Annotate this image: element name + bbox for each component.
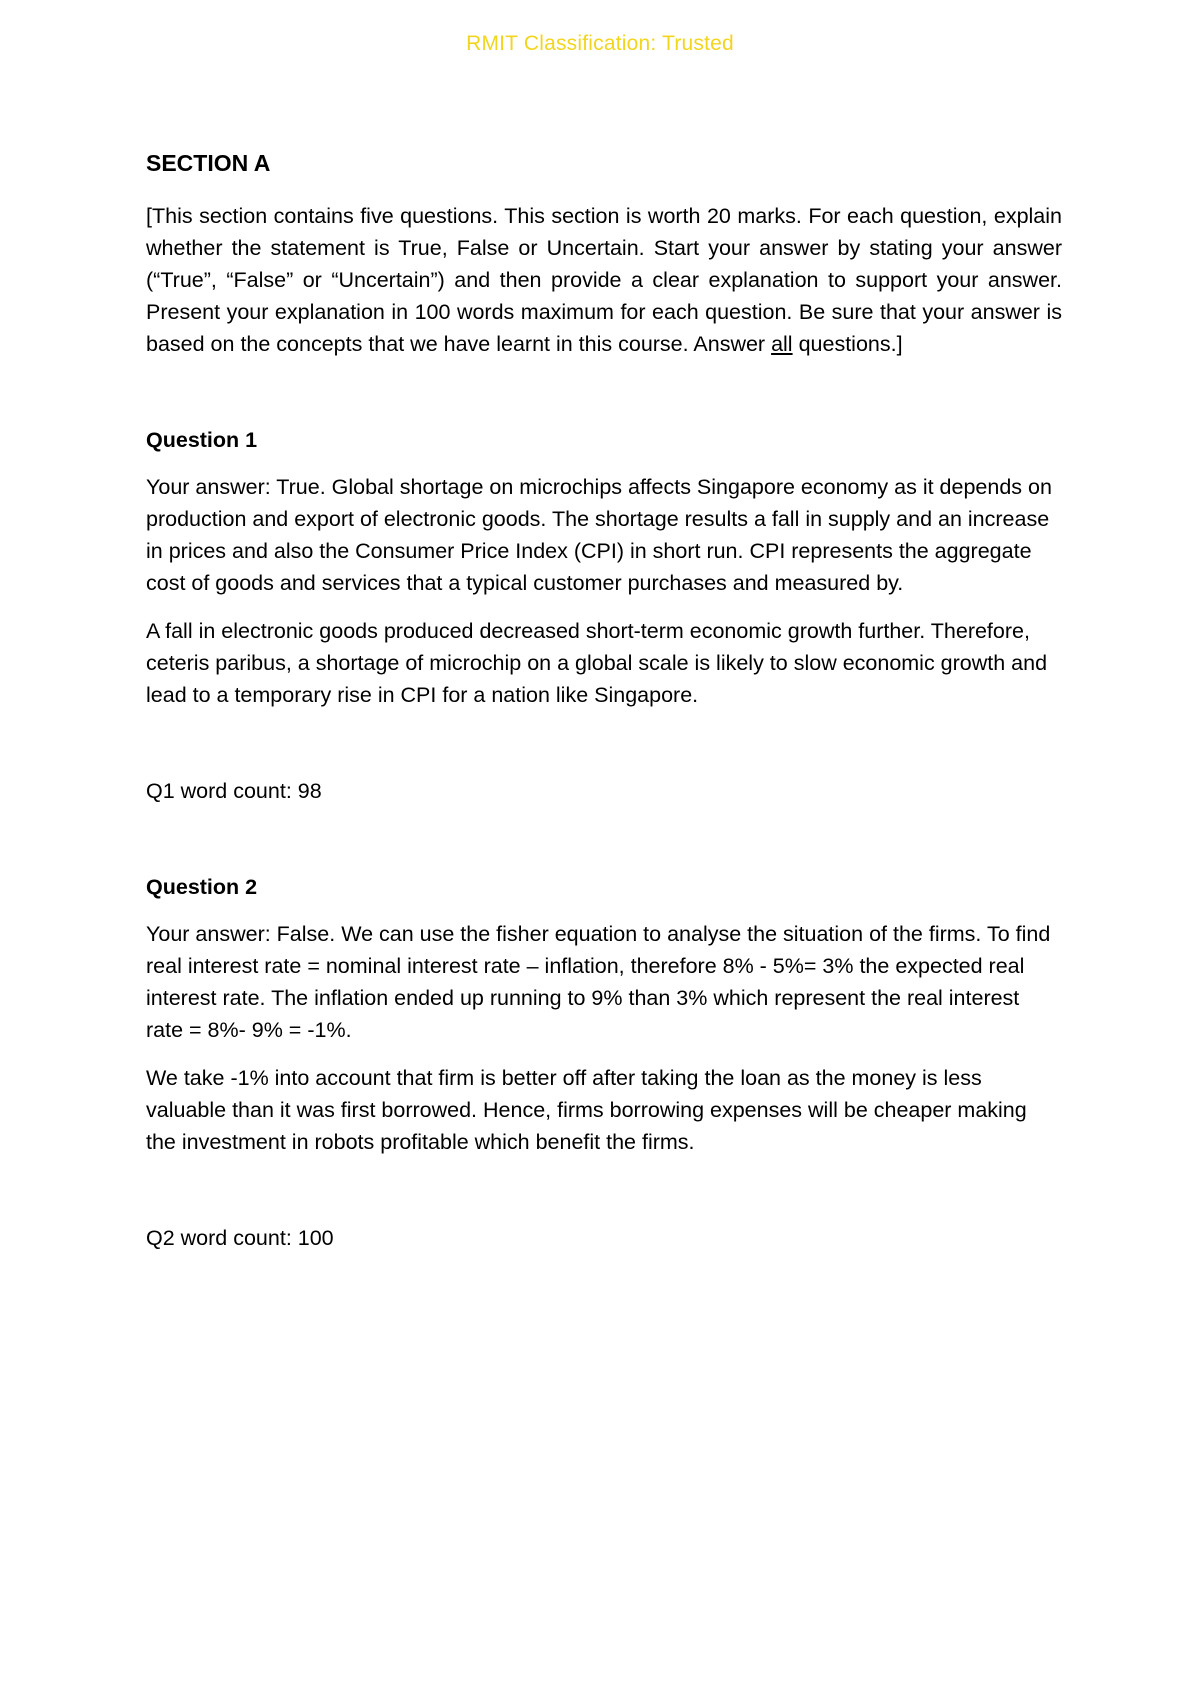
- question-2-paragraph-1: Your answer: False. We can use the fisher equation to analyse the situation of the firms. To find real interest rate = nominal interest rate – inflation, therefore 8% - 5%= 3% the expected real interest rate. The inflation ended up running to 9% than 3% which represent the real interest rate = 8%- 9% = -1%.: [146, 922, 1051, 1042]
- question-block-2: [146, 871, 1062, 1254]
- question-block-1: [146, 424, 1062, 807]
- instructions-underlined-word: all: [771, 332, 793, 356]
- instructions-text-start: [This section contains five questions. This section is worth 20 marks. For each question, explain whether the statement is True, False or Uncertain. Start your answer by stating your answer (“True”, “False” or “Uncertain”) and then provide a clear explanation to support your answer. Present your explanation in 100 words maximum for each question. Be sure that your answer is based on the concepts that we have learnt in this course. Answer: [146, 204, 1062, 356]
- question-1-paragraph-2: A fall in electronic goods produced decreased short-term economic growth further. Therefore, ceteris paribus, a shortage of microchip on a global scale is likely to slow economic growth and lead to a temporary rise in CPI for a nation like Singapore.: [146, 619, 1048, 707]
- question-1-paragraph-1: Your answer: True. Global shortage on microchips affects Singapore economy as it depends on production and export of electronic goods. The shortage results a fall in supply and an increase in prices and also the Consumer Price Index (CPI) in short run. CPI represents the aggregate cost of goods and services that a typical customer purchases and measured by.: [146, 475, 1052, 595]
- section-title: SECTION A: [146, 150, 271, 176]
- question-2-paragraph-2: We take -1% into account that firm is better off after taking the loan as the money is less valuable than it was first borrowed. Hence, firms borrowing expenses will be cheaper making the investment in robots profitable which benefit the firms.: [146, 1066, 1027, 1154]
- question-1-word-count: Q1 word count: 98: [146, 779, 322, 803]
- question-2-title: Question 2: [146, 875, 258, 899]
- instructions-text-end: questions.]: [792, 332, 903, 356]
- document-body: [146, 148, 1062, 1254]
- question-2-word-count: Q2 word count: 100: [146, 1226, 334, 1250]
- section-instructions: [146, 200, 1062, 360]
- question-1-title: Question 1: [146, 428, 258, 452]
- classification-label: RMIT Classification: Trusted: [466, 32, 734, 55]
